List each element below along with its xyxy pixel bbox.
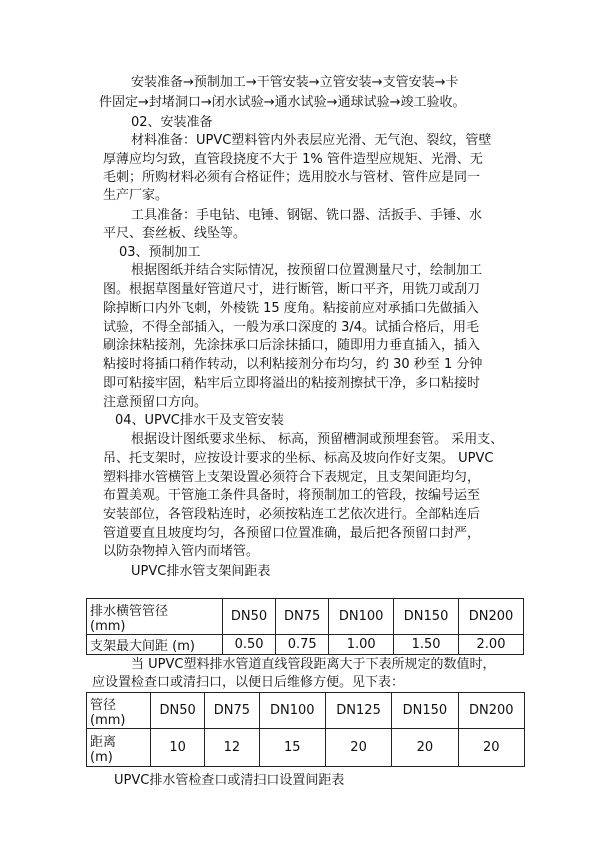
table-cell: 20 <box>392 729 458 767</box>
table-header-cell <box>87 693 151 729</box>
column-header: DN200 <box>459 599 524 635</box>
text-line: 厚薄应均匀致，直管段挠度不大于 1% 管件造型应规矩、光滑、无 <box>103 152 483 167</box>
text-line: 塑料排水管横管上支架设置必须符合下表规定，且支架间距均匀， <box>103 470 481 485</box>
row-label-text: 距离 <box>90 734 117 750</box>
section-heading: 03、预制加工 <box>119 245 201 260</box>
row-unit: (m) <box>90 749 113 765</box>
table-cell: 0.75 <box>276 635 329 655</box>
section-heading: 04、UPVC排水干及支管安装 <box>115 413 284 428</box>
header-unit: (mm) <box>90 618 126 634</box>
text-line: 安装部位，各管段粘连时，必须按粘连工艺依次进行。全部粘连后 <box>103 507 481 522</box>
column-header: DN50 <box>151 693 205 729</box>
column-header: DN100 <box>329 599 394 635</box>
table-header-cell <box>87 599 223 635</box>
table-caption: UPVC排水管支架间距表 <box>131 564 271 579</box>
text-line: 管道要直且坡度均匀，各预留口位置准确，最后把各预留口封严， <box>103 526 481 541</box>
text-line: 粘接时将插口稍作转动，以利粘接剂分布均匀，约 30 秒至 1 分钟 <box>103 357 483 372</box>
table-caption: UPVC排水管检查口或清扫口设置间距表 <box>114 773 345 788</box>
column-header: DN50 <box>223 599 276 635</box>
text-line: 以防杂物掉入管内而堵管。 <box>103 544 260 559</box>
text-line: 除掉断口内外飞刺，外棱铣 15 度角。粘接前应对承插口先做插入 <box>103 301 479 316</box>
cleanout-spacing-table <box>86 692 525 767</box>
text-line: 毛刺；所购材料必须有合格证件；选用胶水与管材、管件应是同一 <box>103 170 481 185</box>
text-line: 吊、托支架时，应按设计要求的坐标、标高及坡向作好支架。 UPVC <box>103 451 494 466</box>
text-line: 平尺、套丝板、线坠等。 <box>103 226 247 241</box>
table-cell: 1.00 <box>329 635 394 655</box>
text-line: 安装准备→预制加工→干管安装→立管安装→支管安装→卡 <box>131 75 459 90</box>
table-cell: 12 <box>205 729 259 767</box>
table-cell: 0.50 <box>223 635 276 655</box>
column-header: DN200 <box>458 693 524 729</box>
table-cell: 20 <box>458 729 524 767</box>
text-line: 即可粘接牢固，粘牢后立即将溢出的粘接剂擦拭干净，多口粘接时 <box>103 376 481 391</box>
table-cell: 20 <box>325 729 391 767</box>
text-line: 应设置检查口或清扫口，以便日后维修方便。见下表： <box>92 675 405 690</box>
text-line: 工具准备：手电钻、电锤、钢锯、铣口器、活扳手、手锤、水 <box>131 208 483 223</box>
text-line: 当 UPVC塑料排水管道直线管段距离大于下表所规定的数值时， <box>131 657 496 672</box>
header-label: 排水横管管径 <box>90 603 169 619</box>
row-label: 支架最大间距 (m) <box>87 635 223 655</box>
text-line: 根据图纸并结合实际情况，按预留口位置测量尺寸，绘制加工 <box>131 263 483 278</box>
header-label: 管径 <box>90 697 117 713</box>
text-line: 材料准备：UPVC塑料管内外表层应光滑、无气泡、裂纹，管壁 <box>131 133 492 148</box>
column-header: DN100 <box>259 693 325 729</box>
header-unit: (mm) <box>90 712 126 728</box>
text-line: 布置美观。干管施工条件具备时，将预制加工的管段，按编号运至 <box>103 488 481 503</box>
column-header: DN125 <box>325 693 391 729</box>
text-line: 根据设计图纸要求坐标、 标高，预留槽洞或预埋套管。 采用支、 <box>131 432 504 447</box>
text-line: 图。根据草图量好管道尺寸，进行断管，断口平齐，用铣刀或刮刀 <box>103 282 481 297</box>
column-header: DN75 <box>205 693 259 729</box>
table-cell: 15 <box>259 729 325 767</box>
column-header: DN150 <box>394 599 459 635</box>
text-line: 试验，不得全部插入，一般为承口深度的 3/4。试插合格后，用毛 <box>103 320 480 335</box>
text-line: 注意预留口方向。 <box>103 395 208 410</box>
text-line: 刷涂抹粘接剂，先涂抹承口后涂抹插口，随即用力垂直插入，插入 <box>103 338 481 353</box>
table-cell: 2.00 <box>459 635 524 655</box>
table-cell: 1.50 <box>394 635 459 655</box>
section-heading: 02、安装准备 <box>131 115 213 130</box>
column-header: DN150 <box>392 693 458 729</box>
column-header: DN75 <box>276 599 329 635</box>
text-line: 件固定→封堵洞口→闭水试验→通水试验→通球试验→竣工验收。 <box>99 95 466 110</box>
support-spacing-table <box>86 598 524 655</box>
text-line: 生产厂家。 <box>103 188 169 203</box>
table-cell: 10 <box>151 729 205 767</box>
row-label <box>87 729 151 767</box>
